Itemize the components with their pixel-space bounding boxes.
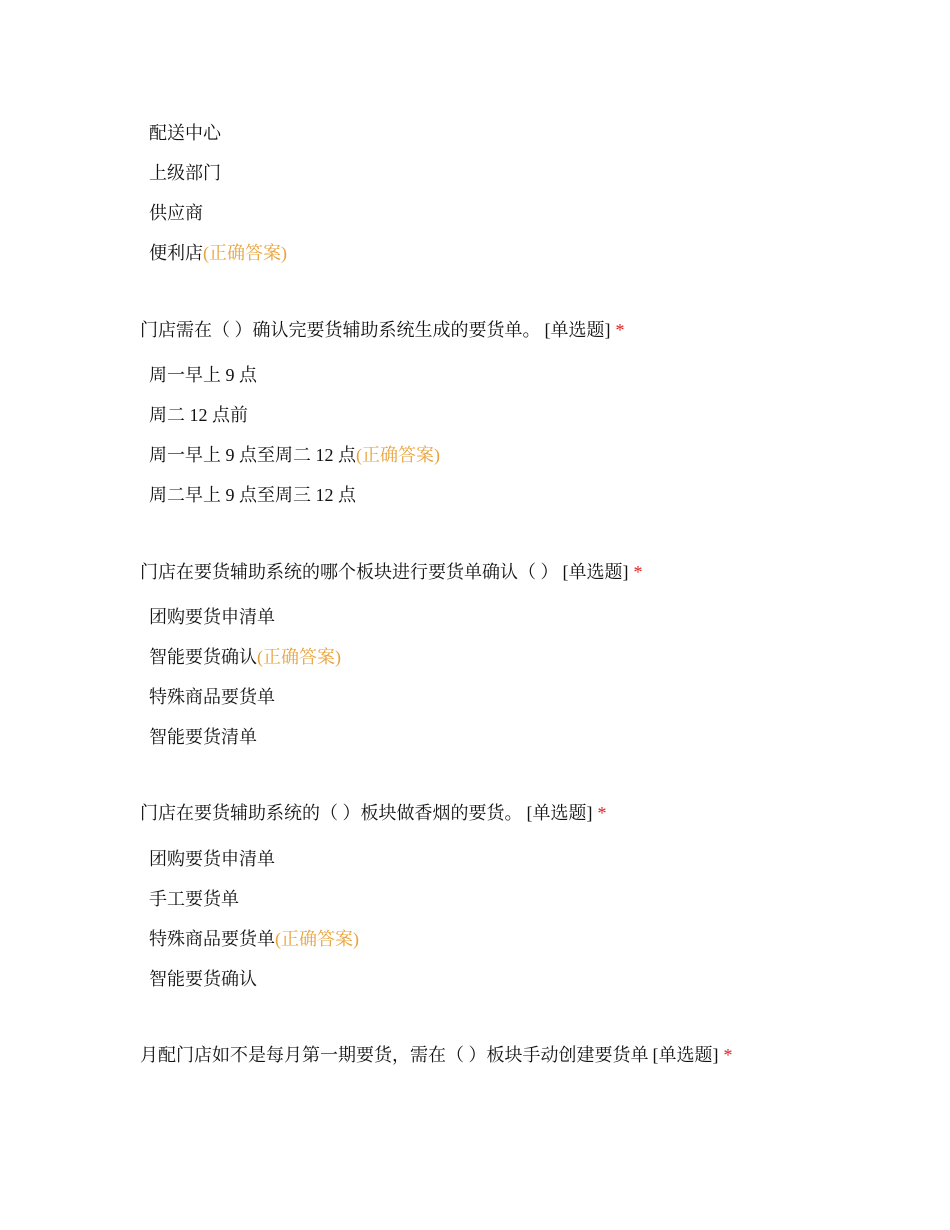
question-text: 门店需在（ ）确认完要货辅助系统生成的要货单。 xyxy=(140,320,541,340)
option-item xyxy=(149,967,257,991)
question-type-label: [单选题] xyxy=(544,320,611,340)
option-item xyxy=(149,847,275,871)
correct-answer-tag: (正确答案) xyxy=(257,647,341,667)
correct-answer-tag: (正确答案) xyxy=(203,243,287,263)
option-label: 上级部门 xyxy=(149,163,221,183)
option-label: 配送中心 xyxy=(149,123,221,143)
option-item-correct xyxy=(149,443,440,467)
option-label: 便利店 xyxy=(149,243,203,263)
required-asterisk: * xyxy=(615,320,625,340)
option-item xyxy=(149,725,257,749)
required-asterisk: * xyxy=(597,803,607,823)
question-type-label: [单选题] xyxy=(652,1045,719,1065)
correct-answer-tag: (正确答案) xyxy=(356,445,440,465)
question-title xyxy=(140,560,643,584)
question-text: 月配门店如不是每月第一期要货，需在（ ）板块手动创建要货单 xyxy=(140,1045,649,1065)
option-label: 特殊商品要货单 xyxy=(149,687,275,707)
option-item xyxy=(149,483,356,507)
option-label: 特殊商品要货单 xyxy=(149,929,275,949)
option-item-correct xyxy=(149,241,287,265)
option-label: 供应商 xyxy=(149,203,203,223)
option-item xyxy=(149,363,257,387)
option-item-correct xyxy=(149,645,341,669)
required-asterisk: * xyxy=(633,562,643,582)
option-label: 手工要货单 xyxy=(149,889,239,909)
option-label: 团购要货申清单 xyxy=(149,607,275,627)
option-item xyxy=(149,121,221,145)
question-title xyxy=(140,801,607,825)
option-item xyxy=(149,685,275,709)
correct-answer-tag: (正确答案) xyxy=(275,929,359,949)
question-type-label: [单选题] xyxy=(562,562,629,582)
option-item xyxy=(149,887,239,911)
question-text: 门店在要货辅助系统的哪个板块进行要货单确认（ ） xyxy=(140,562,559,582)
question-title xyxy=(140,318,625,342)
required-asterisk: * xyxy=(723,1045,733,1065)
option-label: 周一早上 9 点 xyxy=(149,365,257,385)
question-text: 门店在要货辅助系统的（ ）板块做香烟的要货。 xyxy=(140,803,523,823)
option-item xyxy=(149,605,275,629)
option-label: 智能要货确认 xyxy=(149,969,257,989)
option-label: 周一早上 9 点至周二 12 点 xyxy=(149,445,356,465)
option-label: 智能要货清单 xyxy=(149,727,257,747)
option-label: 周二 12 点前 xyxy=(149,405,248,425)
option-label: 团购要货申清单 xyxy=(149,849,275,869)
question-type-label: [单选题] xyxy=(526,803,593,823)
option-label: 智能要货确认 xyxy=(149,647,257,667)
option-label: 周二早上 9 点至周三 12 点 xyxy=(149,485,356,505)
question-title xyxy=(140,1043,733,1067)
option-item-correct xyxy=(149,927,359,951)
option-item xyxy=(149,161,221,185)
option-item xyxy=(149,201,203,225)
option-item xyxy=(149,403,248,427)
